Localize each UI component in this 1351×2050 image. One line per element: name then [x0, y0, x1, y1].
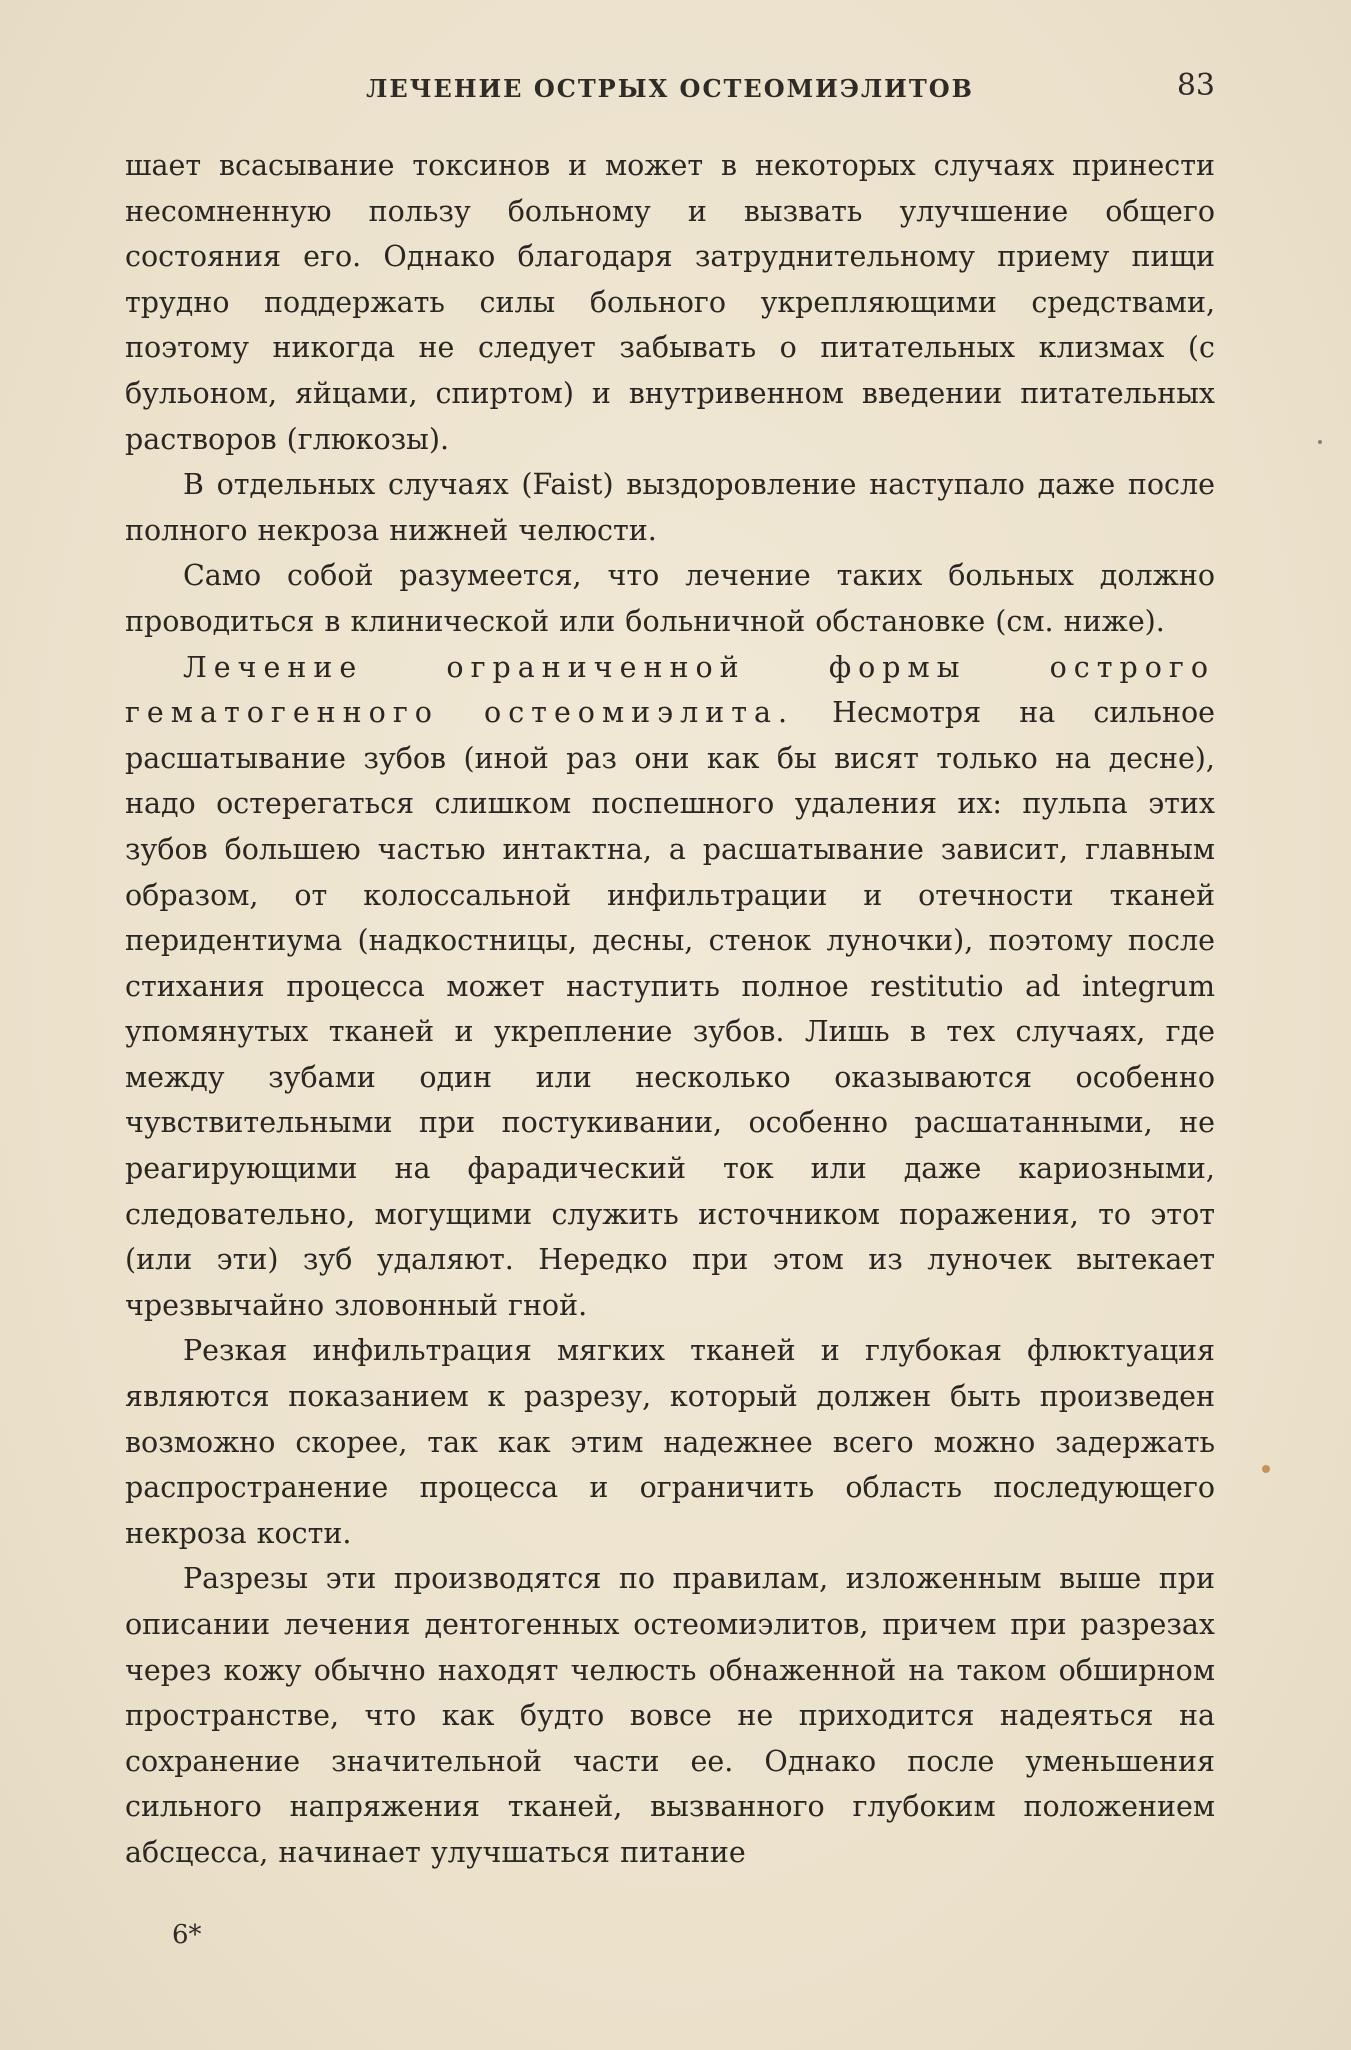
page-number: 83 — [1176, 68, 1215, 103]
running-title: ЛЕЧЕНИЕ ОСТРЫХ ОСТЕОМИЭЛИТОВ — [366, 74, 974, 103]
paragraph-1: шает всасывание токсинов и может в некоторых случаях принести несомненную пользу больному и вызвать улучшение общего состояния его. Однако благодаря затруднительному приему пищи трудно поддержать силы больного укрепляющими средствами, поэтому никогда не следует забывать о питательных клизмах (с бульоном, яйцами, спиртом) и внутривенном введении питательных растворов (глюкозы). — [125, 149, 1215, 456]
paragraph-4-text: Несмотря на сильное расшатывание зубов (иной раз они как бы висят только на десне), надо остерегаться слишком поспешного удаления их: пульпа этих зубов большею частью интактна, а расшатывание зависит, главным образом, от колоссальной инфильтрации и отечности тканей перидентиума (надкостницы, десны, стенок луночки), поэтому после стихания процесса может наступить полное restitutio ad integrum упомянутых тканей и укрепление зубов. Лишь в тех случаях, где между зубами один или несколько оказываются особенно чувствительными при постукивании, особенно расшатанными, не реагирующими на фарадический ток или даже кариозными, следовательно, могущими служить источником поражения, то этот (или эти) зуб удаляют. Нередко при этом из луночек вытекает чрезвычайно зловонный гной. — [125, 696, 1216, 1322]
paper-speck — [1318, 440, 1322, 444]
paragraph-6: Разрезы эти производятся по правилам, изложенным выше при описании лечения дентогенных остеомиэлитов, причем при разрезах через кожу обычно находят челюсть обнаженной на таком обширном пространстве, что как будто вовсе не приходится надеяться на сохранение значительной части ее. Однако после уменьшения сильного напряжения тканей, вызванного глубоким положением абсцесса, начинает улучшаться питание — [125, 1562, 1215, 1869]
body-text — [125, 143, 1215, 1876]
paragraph-5: Резкая инфильтрация мягких тканей и глубокая флюктуация являются показанием к разрезу, который должен быть произведен возможно скорее, так как этим надежнее всего можно задержать распространение процесса и ограничить область последующего некроза кости. — [125, 1334, 1215, 1550]
running-head — [125, 68, 1215, 108]
signature-mark: 6* — [172, 1920, 202, 1950]
paragraph-2: В отдельных случаях (Faist) выздоровление наступало даже после полного некроза нижней челюсти. — [125, 468, 1215, 547]
paragraph-3: Само собой разумеется, что лечение таких больных должно проводиться в клинической или больничной обстановке (см. ниже). — [125, 559, 1215, 638]
paper-speck — [1262, 1465, 1270, 1473]
paragraph-4 — [125, 645, 1215, 1329]
section-heading: Лечение ограниченной формы острого гематогенного остеомиэлита. — [125, 650, 1215, 730]
